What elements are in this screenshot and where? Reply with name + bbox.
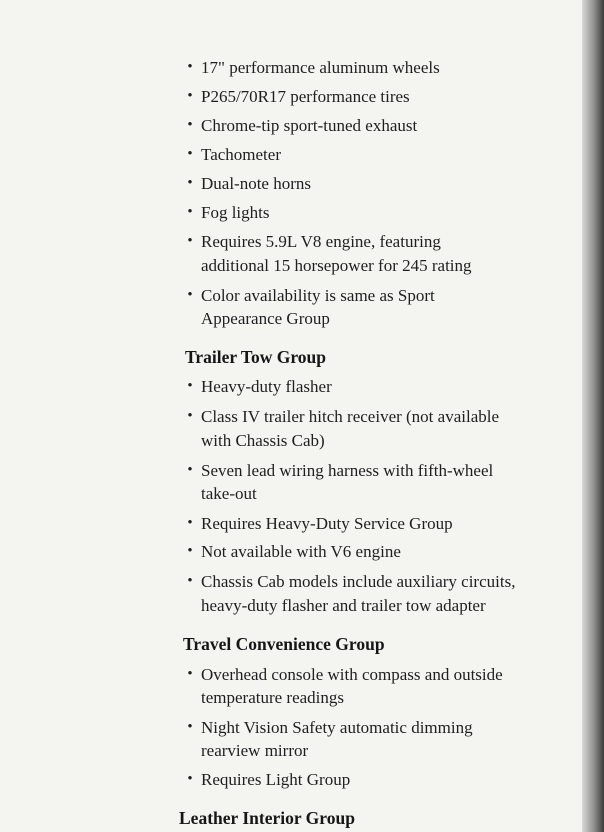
bullet-marker: •	[187, 462, 193, 478]
bullet-marker: •	[187, 408, 193, 424]
list-item-text: Not available with V6 engine	[201, 542, 401, 561]
list-item	[201, 664, 503, 685]
list-item	[201, 231, 441, 252]
list-item	[201, 57, 440, 78]
list-item-text: Night Vision Safety automatic dimming	[201, 718, 473, 737]
list-item	[201, 173, 311, 194]
list-item-text: Requires 5.9L V8 engine, featuring	[201, 232, 441, 251]
list-item	[201, 513, 453, 534]
list-item-continuation	[201, 483, 257, 504]
bullet-marker: •	[187, 204, 193, 220]
list-item-text: 17" performance aluminum wheels	[201, 58, 440, 77]
list-item-text: Fog lights	[201, 203, 270, 222]
list-item	[201, 541, 401, 562]
section-heading-leather-interior: Leather Interior Group	[179, 808, 355, 828]
page-binding-shadow	[582, 0, 604, 832]
list-item	[201, 202, 270, 223]
section-heading-travel-convenience: Travel Convenience Group	[183, 634, 385, 654]
list-item-text: heavy-duty flasher and trailer tow adapter	[201, 596, 486, 615]
list-item-text: Requires Heavy-Duty Service Group	[201, 514, 453, 533]
bullet-marker: •	[187, 543, 193, 559]
list-item-continuation	[201, 595, 486, 616]
list-item-continuation	[201, 687, 344, 708]
bullet-marker: •	[187, 719, 193, 735]
list-item	[201, 144, 281, 165]
list-item	[201, 406, 499, 427]
bullet-marker: •	[187, 117, 193, 133]
list-item-text: rearview mirror	[201, 741, 309, 760]
list-item-continuation	[201, 255, 472, 276]
list-item-text: take-out	[201, 484, 257, 503]
bullet-marker: •	[187, 59, 193, 75]
list-item-text: Tachometer	[201, 145, 281, 164]
list-item	[201, 717, 473, 738]
bullet-marker: •	[187, 666, 193, 682]
list-item-text: Seven lead wiring harness with fifth-wheel	[201, 461, 494, 480]
list-item-text: Requires Light Group	[201, 770, 351, 789]
list-item-text: with Chassis Cab)	[201, 431, 325, 450]
bullet-marker: •	[187, 175, 193, 191]
list-item-text: Color availability is same as Sport	[201, 286, 435, 305]
list-item	[201, 460, 493, 481]
list-item	[201, 285, 435, 306]
bullet-marker: •	[187, 146, 193, 162]
bullet-marker: •	[187, 515, 193, 531]
list-item	[201, 769, 350, 790]
list-item-text: Overhead console with compass and outside	[201, 665, 503, 684]
list-item-text: Heavy-duty flasher	[201, 377, 332, 396]
list-item-continuation	[201, 430, 325, 451]
list-item-text: Dual-note horns	[201, 174, 312, 193]
list-item-text: Chrome-tip sport-tuned exhaust	[201, 116, 418, 135]
bullet-marker: •	[187, 771, 193, 787]
list-item	[201, 376, 332, 397]
list-item	[201, 571, 515, 592]
bullet-marker: •	[187, 287, 193, 303]
list-item-text: P265/70R17 performance tires	[201, 87, 410, 106]
list-item-continuation	[201, 308, 330, 329]
list-item-text: Appearance Group	[201, 309, 330, 328]
list-item-text: Class IV trailer hitch receiver (not available	[201, 407, 500, 426]
bullet-marker: •	[187, 378, 193, 394]
list-item	[201, 86, 410, 107]
bullet-marker: •	[187, 233, 193, 249]
section-heading-trailer-tow: Trailer Tow Group	[185, 347, 326, 367]
list-item-text: Chassis Cab models include auxiliary circuits,	[201, 572, 516, 591]
list-item-text: additional 15 horsepower for 245 rating	[201, 256, 472, 275]
bullet-marker: •	[187, 573, 193, 589]
list-item-text: temperature readings	[201, 688, 345, 707]
list-item-continuation	[201, 740, 308, 761]
bullet-marker: •	[187, 88, 193, 104]
list-item	[201, 115, 417, 136]
